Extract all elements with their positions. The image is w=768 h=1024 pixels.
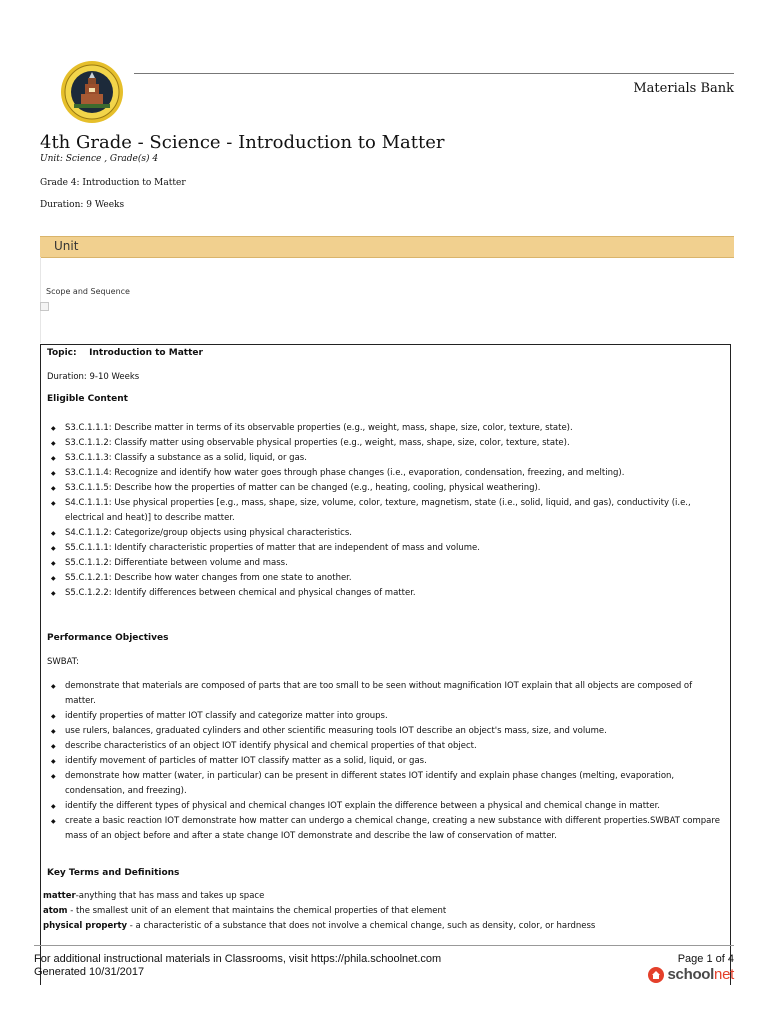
list-item: ◆ identify movement of particles of matter IOT classify matter as a solid, liquid, or gas. bbox=[47, 754, 730, 769]
list-item: ◆ S3.C.1.1.3: Classify a substance as a solid, liquid, or gas. bbox=[47, 451, 730, 466]
topic-label: Topic: bbox=[47, 348, 77, 358]
wordmark-main: school bbox=[667, 966, 715, 983]
list-item: ◆ S4.C.1.1.1: Use physical properties [e.g., mass, shape, size, volume, color, texture, magnetism, state (i.e., solid, liquid, and gas), conductivity (i.e., electrical and heat)] to describe matter. bbox=[47, 496, 730, 526]
unit-section-band bbox=[40, 236, 734, 258]
performance-objectives-list bbox=[47, 679, 730, 844]
list-item: ◆ identify the different types of physical and chemical changes IOT explain the difference between a physical and chemical change in matter. bbox=[47, 799, 730, 814]
list-item: ◆ S3.C.1.1.1: Describe matter in terms of its observable properties (e.g., weight, mass, shape, size, color, texture, state). bbox=[47, 421, 730, 436]
list-item: ◆ S5.C.1.1.1: Identify characteristic properties of matter that are independent of mass and volume. bbox=[47, 541, 730, 556]
eligible-content-list bbox=[47, 421, 730, 601]
unit-title: 4th Grade - Science - Introduction to Matter bbox=[40, 132, 445, 153]
schoolnet-wordmark bbox=[668, 966, 735, 983]
topic-duration: Duration: 9-10 Weeks bbox=[47, 372, 140, 382]
list-item: ◆ S4.C.1.1.2: Categorize/group objects using physical characteristics. bbox=[47, 526, 730, 541]
materials-bank-label: Materials Bank bbox=[633, 81, 734, 96]
generated-date: Generated 10/31/2017 bbox=[34, 966, 145, 978]
list-item: ◆ demonstrate that materials are composed of parts that are too small to be seen without magnification IOT explain that all objects are composed of matter. bbox=[47, 679, 730, 709]
wordmark-accent: net bbox=[714, 966, 734, 983]
term-name: matter bbox=[43, 891, 76, 901]
term-row bbox=[43, 904, 730, 919]
broken-image-icon bbox=[40, 302, 49, 311]
unit-band-label: Unit bbox=[54, 239, 79, 253]
list-item: ◆ use rulers, balances, graduated cylinders and other scientific measuring tools IOT describe an object's mass, size, and volume. bbox=[47, 724, 730, 739]
term-definition: - the smallest unit of an element that maintains the chemical properties of that element bbox=[67, 906, 447, 916]
list-item: ◆ create a basic reaction IOT demonstrate how matter can undergo a chemical change, creating a new substance with different properties.SWBAT compare mass of an object before and after a state change IOT demonstrate and describe the law of conservation of matter. bbox=[47, 814, 730, 844]
topic-line bbox=[47, 348, 730, 358]
list-item: ◆ S3.C.1.1.5: Describe how the properties of matter can be changed (e.g., heating, cooling, physical weathering). bbox=[47, 481, 730, 496]
term-definition: - a characteristic of a substance that does not involve a chemical change, such as density, color, or hardness bbox=[127, 921, 596, 931]
unit-meta: Unit: Science , Grade(s) 4 bbox=[40, 154, 159, 164]
header-divider bbox=[134, 73, 734, 74]
list-item: ◆ demonstrate how matter (water, in particular) can be present in different states IOT identify and explain phase changes (melting, evaporation, condensation, and freezing). bbox=[47, 769, 730, 799]
footer-link-text: For additional instructional materials in Classrooms, visit https://phila.schoolnet.com bbox=[34, 953, 442, 965]
house-icon bbox=[648, 967, 664, 983]
key-terms-heading: Key Terms and Definitions bbox=[47, 868, 180, 878]
list-item: ◆ S3.C.1.1.2: Classify matter using observable physical properties (e.g., weight, mass, shape, size, color, texture, state). bbox=[47, 436, 730, 451]
school-district-seal-icon bbox=[60, 60, 124, 124]
footer-info bbox=[34, 953, 441, 979]
list-item: ◆ S5.C.1.2.2: Identify differences between chemical and physical changes of matter. bbox=[47, 586, 730, 601]
grade-line: Grade 4: Introduction to Matter bbox=[40, 178, 186, 188]
eligible-content-heading: Eligible Content bbox=[47, 394, 128, 404]
key-terms-list bbox=[43, 889, 730, 934]
content-box bbox=[40, 344, 731, 985]
list-item: ◆ identify properties of matter IOT classify and categorize matter into groups. bbox=[47, 709, 730, 724]
term-definition: -anything that has mass and takes up space bbox=[75, 891, 265, 901]
schoolnet-logo bbox=[648, 966, 735, 983]
topic-value: Introduction to Matter bbox=[89, 348, 203, 358]
list-item: ◆ S3.C.1.1.4: Recognize and identify how water goes through phase changes (i.e., evaporation, condensation, freezing, and melting). bbox=[47, 466, 730, 481]
term-row bbox=[43, 889, 730, 904]
swbat-label: SWBAT: bbox=[47, 657, 79, 667]
performance-objectives-heading: Performance Objectives bbox=[47, 633, 169, 643]
list-item: ◆ S5.C.1.1.2: Differentiate between volume and mass. bbox=[47, 556, 730, 571]
term-row bbox=[43, 919, 730, 934]
page-number: Page 1 of 4 bbox=[677, 953, 734, 965]
duration-line: Duration: 9 Weeks bbox=[40, 200, 125, 210]
term-name: atom bbox=[43, 906, 68, 916]
footer-divider bbox=[34, 945, 734, 946]
list-item: ◆ S5.C.1.2.1: Describe how water changes from one state to another. bbox=[47, 571, 730, 586]
scope-sequence-label: Scope and Sequence bbox=[46, 287, 130, 296]
list-item: ◆ describe characteristics of an object IOT identify physical and chemical properties of that object. bbox=[47, 739, 730, 754]
term-name: physical property bbox=[43, 921, 128, 931]
section-left-rule bbox=[40, 257, 41, 343]
